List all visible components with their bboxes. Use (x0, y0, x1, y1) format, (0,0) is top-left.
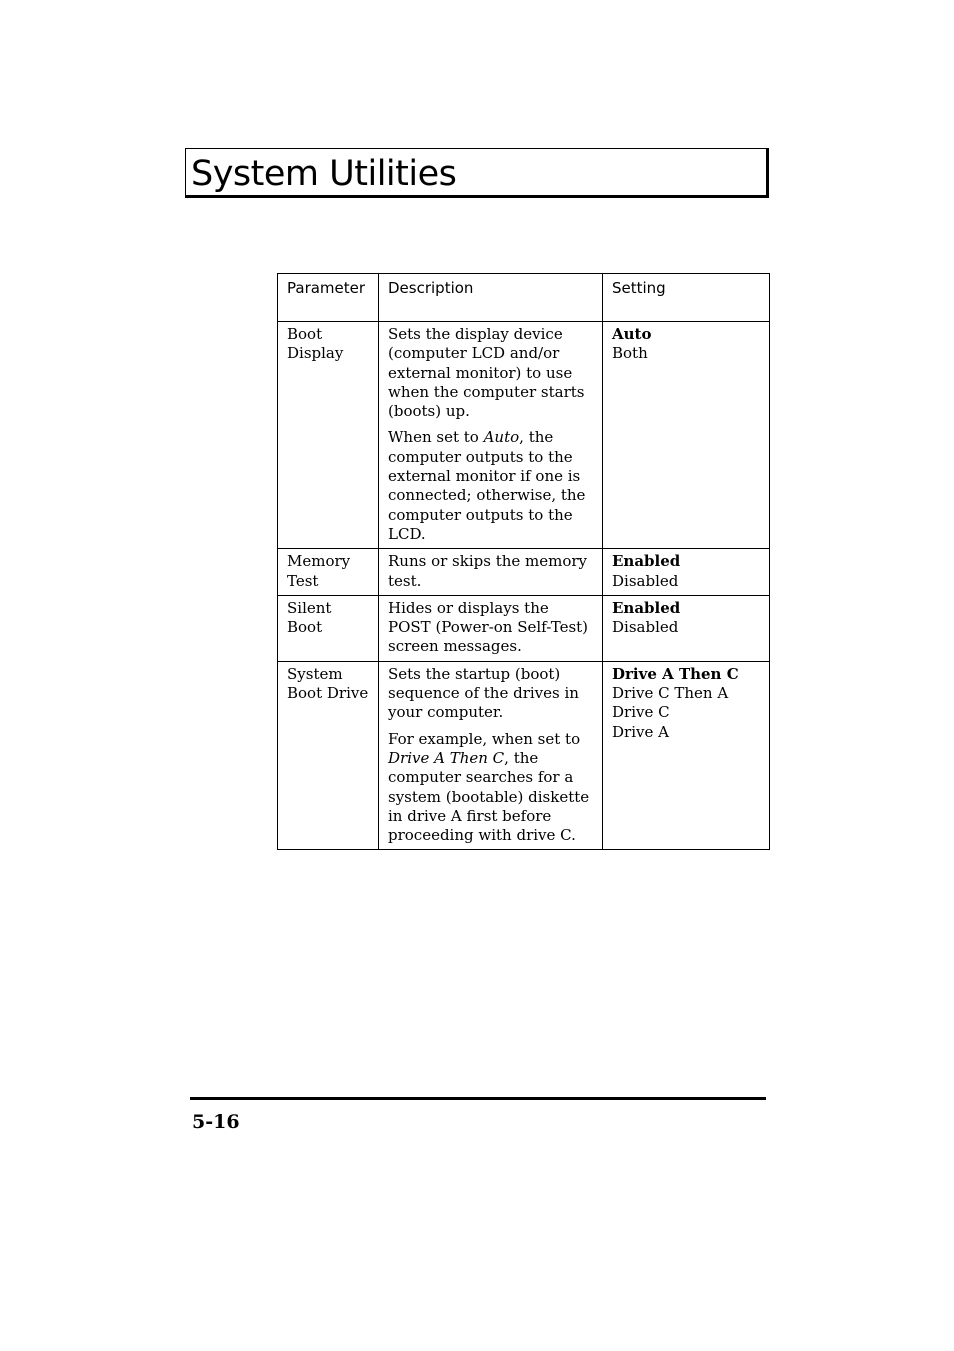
description-paragraph (388, 730, 594, 846)
setting-option: Disabled (612, 571, 679, 590)
description-text: For example, when set to (388, 729, 581, 748)
description-emphasis: Auto (483, 428, 520, 447)
description-text: Hides or displays the POST (Power-on Self-Test) screen messages. (388, 598, 589, 656)
description-text: , the computer searches for a system (bootable) diskette in drive A first before proceeding with drive C. (388, 748, 590, 845)
setting-cell (603, 549, 770, 596)
parameter-cell: Silent Boot (278, 595, 379, 661)
description-cell (379, 549, 603, 596)
description-text: Runs or skips the memory test. (388, 552, 588, 590)
setting-option: Drive C Then A (612, 684, 729, 703)
description-paragraph (388, 325, 594, 421)
description-cell (379, 661, 603, 850)
description-text: Sets the startup (boot) sequence of the drives in your computer. (388, 664, 579, 722)
setting-option-default: Auto (612, 325, 652, 343)
description-paragraph (388, 552, 594, 591)
setting-option: Drive A (612, 722, 669, 741)
parameter-cell: Boot Display (278, 322, 379, 549)
description-text: Sets the display device (computer LCD and/or external monitor) to use when the computer starts (boots) up. (388, 325, 585, 421)
table-header-row (278, 274, 770, 322)
setting-option: Disabled (612, 618, 679, 637)
description-cell (379, 595, 603, 661)
setting-option: Drive C (612, 703, 670, 722)
parameter-cell: Memory Test (278, 549, 379, 596)
parameters-table (277, 273, 770, 850)
page-number: 5-16 (192, 1111, 240, 1133)
setting-cell (603, 322, 770, 549)
column-header-setting: Setting (603, 274, 770, 322)
setting-cell (603, 661, 770, 850)
description-emphasis: Drive A Then C (388, 748, 505, 767)
setting-cell (603, 595, 770, 661)
table-row (278, 549, 770, 596)
setting-option-default: Enabled (612, 598, 681, 617)
column-header-parameter: Parameter (278, 274, 379, 322)
setting-option-default: Drive A Then C (612, 664, 739, 683)
table-row (278, 661, 770, 850)
setting-option: Both (612, 344, 648, 363)
setting-option-default: Enabled (612, 552, 681, 571)
table-row (278, 322, 770, 549)
parameter-cell: System Boot Drive (278, 661, 379, 850)
column-header-description: Description (379, 274, 603, 322)
description-text: When set to (388, 428, 484, 447)
description-cell (379, 322, 603, 549)
footer-divider (190, 1097, 766, 1100)
description-paragraph (388, 428, 594, 544)
description-paragraph (388, 665, 594, 723)
description-paragraph (388, 599, 594, 657)
page-title: System Utilities (191, 154, 457, 194)
description-text: , the computer outputs to the external monitor if one is connected; otherwise, the computer outputs to the LCD. (388, 428, 586, 543)
table-body (278, 322, 770, 850)
table-row (278, 595, 770, 661)
section-title-box (185, 148, 769, 198)
